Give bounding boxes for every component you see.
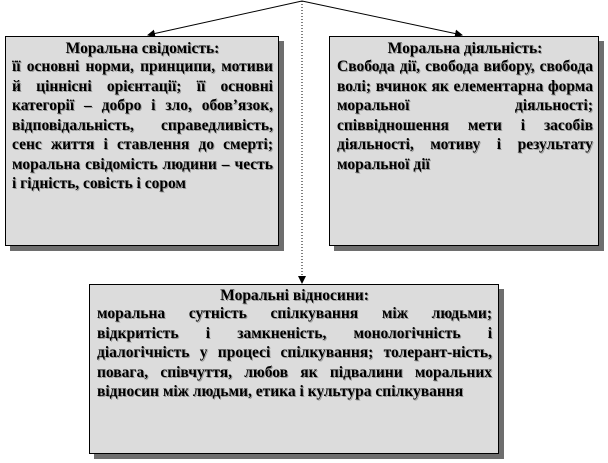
moral-consciousness-title: Моральна свідомість:: [65, 40, 220, 57]
moral-relations-title: Моральні відносини:: [220, 287, 369, 304]
moral-activity-title: Моральна діяльність:: [387, 40, 543, 57]
moral-relations-text: моральна сутність спілкування між людьми; відкритість і замкненість, монологічність і діалогічність у процесі спілкування; толерант-ність, повага, співчуття, любов як підвалини моральних відносин між людьми, етика і культура спілкування: [97, 305, 492, 400]
arrow-to-consciousness: [148, 1, 302, 35]
moral-relations-box: [89, 284, 499, 454]
arrow-to-activity: [302, 1, 462, 35]
moral-consciousness-text: її основні норми, принципи, мотиви й ціннісні орієнтації; її основні категорії – добро і зло, обов’язок, відповідальність, справедливість, сенс життя і ставлення до смерті; моральна свідомість людини – честь і гідність, совість і сором: [12, 58, 273, 192]
moral-activity-text: Свобода дії, свобода вибору, свобода волі; вчинок як елементарна форма моральної діяльності; співвідношення мети і засобів діяльності, мотиву і результату моральної дії: [337, 58, 593, 173]
moral-activity-box: [329, 36, 599, 246]
moral-consciousness-box: [5, 36, 279, 246]
